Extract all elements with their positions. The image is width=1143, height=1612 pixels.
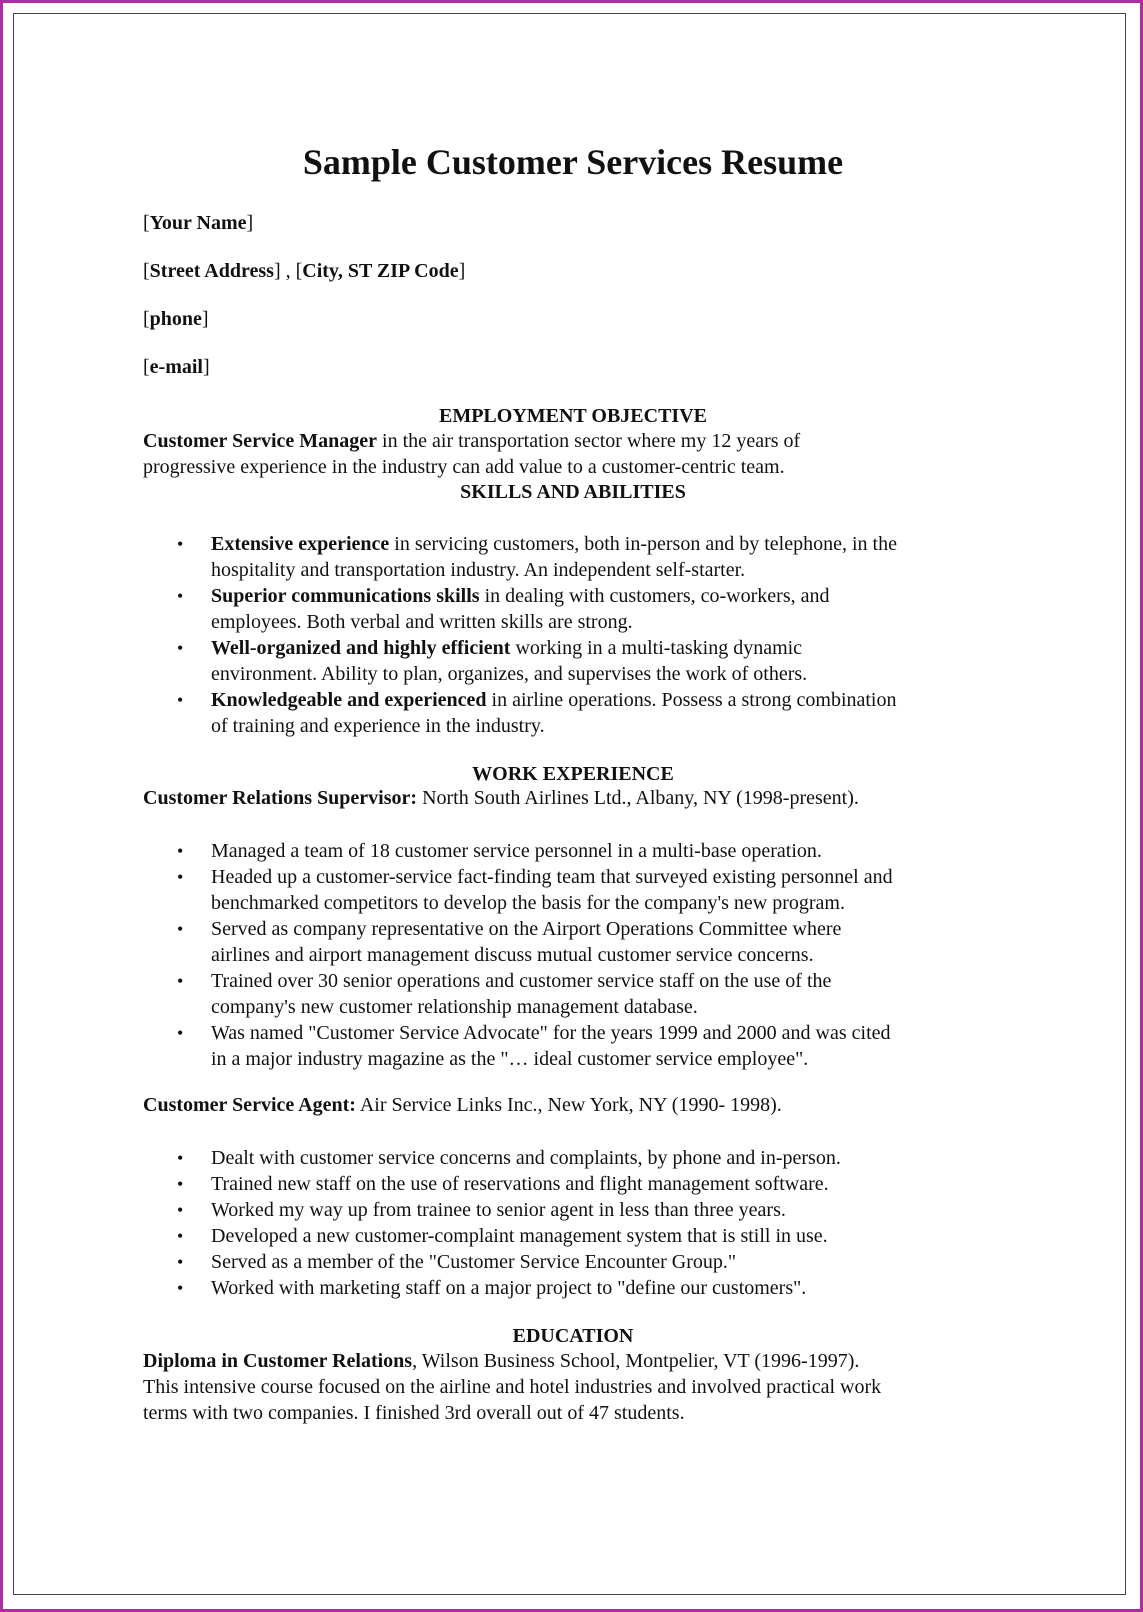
list-item bbox=[143, 1223, 1003, 1249]
job-title: Customer Relations Supervisor: bbox=[143, 787, 418, 809]
skill-text: in dealing with customers, co-workers, and bbox=[479, 585, 830, 607]
skill-text: of training and experience in the industry. bbox=[211, 715, 545, 737]
contact-email: [e-mail] bbox=[143, 356, 210, 378]
skill-lead: Well-organized and highly efficient bbox=[211, 637, 511, 659]
skill-text: in servicing customers, both in-person and by telephone, in the bbox=[389, 533, 897, 555]
job-header-1 bbox=[143, 785, 1003, 811]
skill-text: hospitality and transportation industry. An independent self-starter. bbox=[211, 559, 746, 581]
education-heading: EDUCATION bbox=[512, 1325, 634, 1347]
page-title: Sample Customer Services Resume bbox=[302, 142, 844, 182]
contact-address: [Street Address] , [City, ST ZIP Code] bbox=[143, 260, 466, 282]
objective-heading: EMPLOYMENT OBJECTIVE bbox=[439, 405, 707, 427]
skill-text: environment. Ability to plan, organizes, and supervises the work of others. bbox=[211, 663, 808, 685]
job-bullet-text: • Served as company representative on the Airport Operations Committee where bbox=[211, 918, 842, 940]
contact-street: Street Address bbox=[149, 260, 274, 282]
skill-text: employees. Both verbal and written skills are strong. bbox=[211, 611, 633, 633]
list-item bbox=[143, 1020, 1003, 1072]
contact-phone: [phone] bbox=[143, 308, 209, 330]
job-bullet-text: • Trained new staff on the use of reservations and flight management software. bbox=[211, 1173, 829, 1195]
job-detail: Air Service Links Inc., New York, NY (1990- 1998). bbox=[355, 1094, 782, 1116]
list-item bbox=[143, 1249, 1003, 1275]
skill-lead: Superior communications skills bbox=[211, 585, 480, 607]
list-item bbox=[143, 1275, 1003, 1301]
list-item bbox=[143, 1145, 1003, 1171]
skill-text: in airline operations. Possess a strong combination bbox=[486, 689, 897, 711]
contact-name-value: Your Name bbox=[149, 212, 247, 234]
job-bullet-text: • Was named "Customer Service Advocate" for the years 1999 and 2000 and was cited bbox=[211, 1022, 891, 1044]
list-item bbox=[143, 583, 1003, 635]
job-2-list bbox=[143, 1145, 1003, 1301]
education-text bbox=[143, 1348, 1003, 1426]
skill-lead: Knowledgeable and experienced bbox=[211, 689, 487, 711]
skill-lead: Extensive experience bbox=[211, 533, 390, 555]
contact-name: [Your Name] bbox=[143, 212, 254, 234]
job-bullet-text: in a major industry magazine as the "… ideal customer service employee". bbox=[211, 1048, 809, 1070]
job-bullet-text: • Worked my way up from trainee to senior agent in less than three years. bbox=[211, 1199, 786, 1221]
skill-text: working in a multi-tasking dynamic bbox=[510, 637, 803, 659]
education-line: terms with two companies. I finished 3rd overall out of 47 students. bbox=[143, 1402, 685, 1424]
list-item bbox=[143, 1197, 1003, 1223]
education-lead: Diploma in Customer Relations bbox=[143, 1350, 413, 1372]
list-item bbox=[143, 916, 1003, 968]
job-bullet-text: company's new customer relationship management database. bbox=[211, 996, 698, 1018]
skills-heading: SKILLS AND ABILITIES bbox=[460, 481, 686, 503]
objective-line1: in the air transportation sector where my 12 years of bbox=[377, 430, 801, 452]
education-detail: , Wilson Business School, Montpelier, VT (1996-1997). bbox=[412, 1350, 860, 1372]
objective-lead: Customer Service Manager bbox=[143, 430, 378, 452]
list-item bbox=[143, 687, 1003, 739]
job-bullet-text: airlines and airport management discuss mutual customer service concerns. bbox=[211, 944, 814, 966]
skills-list bbox=[143, 531, 1003, 739]
list-item bbox=[143, 1171, 1003, 1197]
contact-city: City, ST ZIP Code bbox=[302, 260, 459, 282]
work-heading: WORK EXPERIENCE bbox=[472, 763, 674, 785]
job-detail: North South Airlines Ltd., Albany, NY (1998-present). bbox=[417, 787, 859, 809]
list-item bbox=[143, 635, 1003, 687]
job-1-list bbox=[143, 838, 1003, 1072]
job-bullet-text: • Headed up a customer-service fact-finding team that surveyed existing personnel and bbox=[211, 866, 893, 888]
objective-line2: progressive experience in the industry can add value to a customer-centric team. bbox=[143, 456, 785, 478]
list-item bbox=[143, 968, 1003, 1020]
job-header-2 bbox=[143, 1092, 1003, 1118]
job-bullet-text: • Trained over 30 senior operations and customer service staff on the use of the bbox=[211, 970, 832, 992]
list-item bbox=[143, 864, 1003, 916]
job-bullet-text: benchmarked competitors to develop the basis for the company's new program. bbox=[211, 892, 845, 914]
job-bullet-text: • Developed a new customer-complaint management system that is still in use. bbox=[211, 1225, 828, 1247]
education-line: This intensive course focused on the airline and hotel industries and involved practical work bbox=[143, 1376, 882, 1398]
job-bullet-text: • Served as a member of the "Customer Service Encounter Group." bbox=[211, 1251, 737, 1273]
job-title: Customer Service Agent: bbox=[143, 1094, 356, 1116]
contact-phone-value: phone bbox=[149, 308, 202, 330]
objective-text bbox=[143, 428, 1003, 480]
list-item bbox=[143, 838, 1003, 864]
job-bullet-text: • Dealt with customer service concerns and complaints, by phone and in-person. bbox=[211, 1147, 841, 1169]
job-bullet-text: • Managed a team of 18 customer service personnel in a multi-base operation. bbox=[211, 840, 822, 862]
contact-email-value: e-mail bbox=[149, 356, 203, 378]
list-item bbox=[143, 531, 1003, 583]
job-bullet-text: • Worked with marketing staff on a major project to "define our customers". bbox=[211, 1277, 807, 1299]
